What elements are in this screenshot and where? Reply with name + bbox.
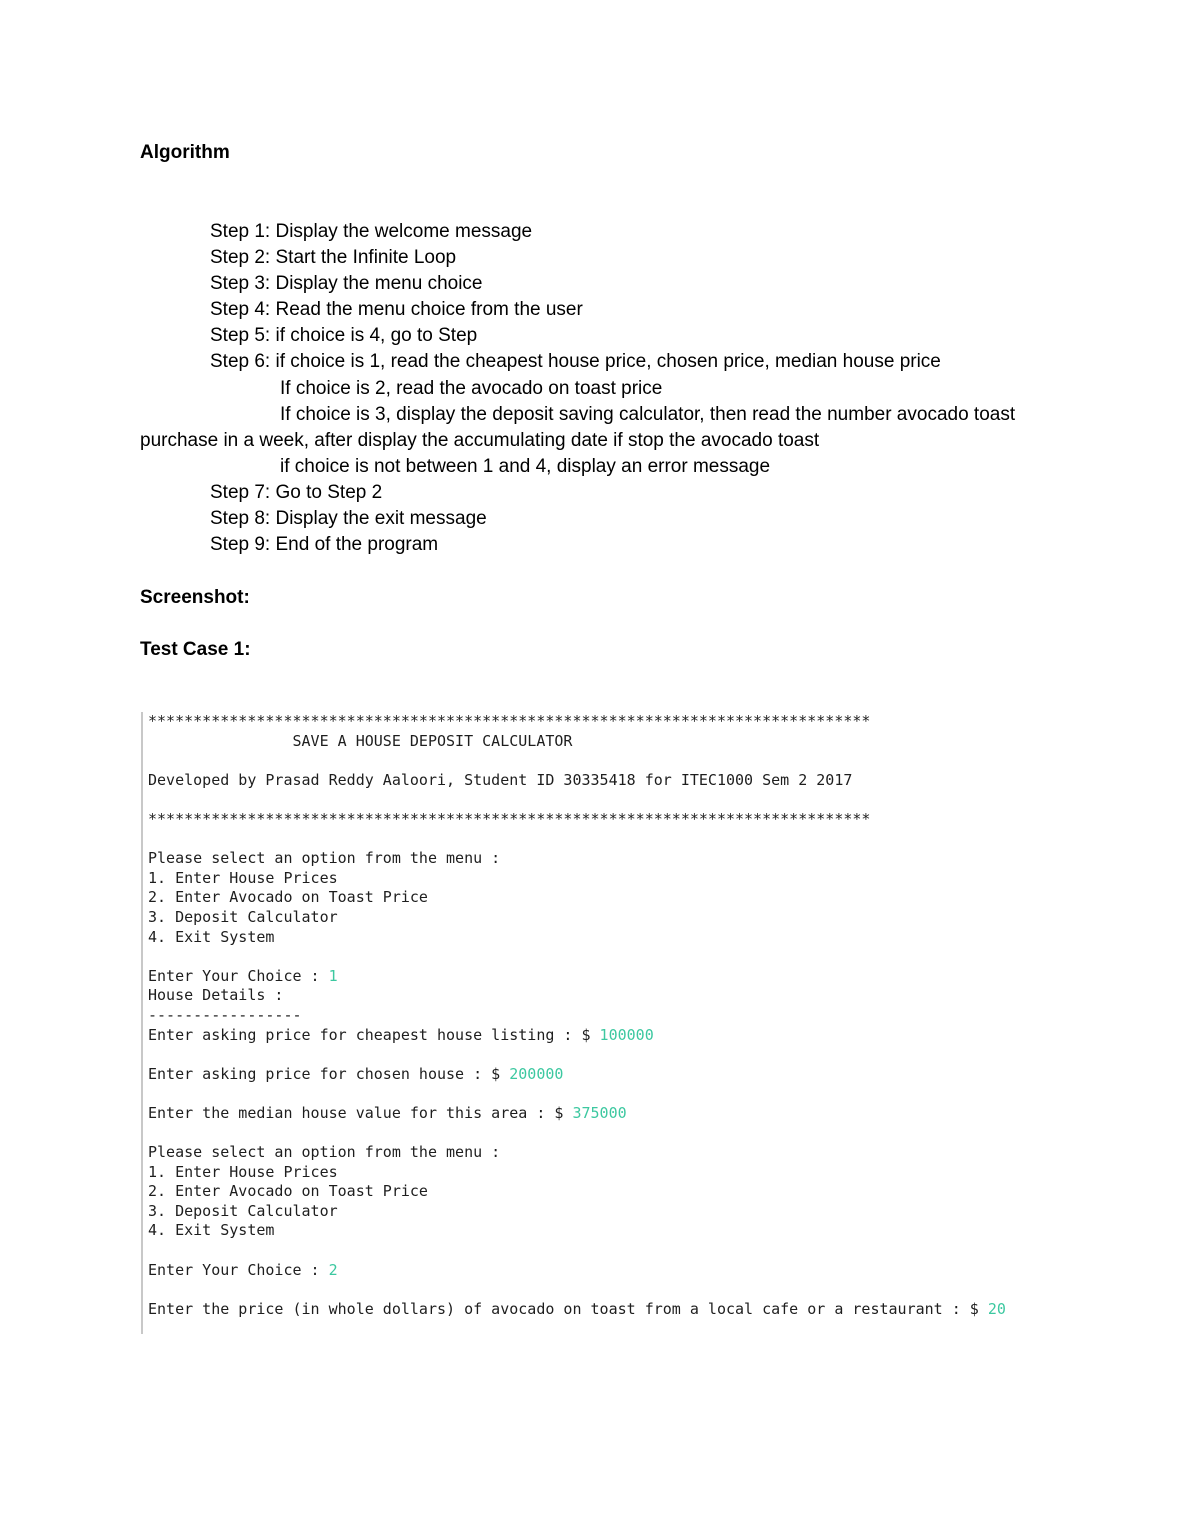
dashes-divider: -----------------: [148, 1005, 302, 1024]
menu-option-1: 1. Enter House Prices: [148, 868, 338, 887]
blank-line: [148, 1045, 1041, 1065]
menu-option-3: 3. Deposit Calculator: [148, 907, 338, 926]
screenshot-heading: Screenshot:: [140, 587, 250, 608]
stars-line-top: ********************************************************************************: [148, 712, 871, 730]
menu-option-2: 2. Enter Avocado on Toast Price: [148, 888, 428, 907]
step-5: Step 5: if choice is 4, go to Step: [210, 325, 478, 347]
menu-prompt: Please select an option from the menu :: [148, 849, 501, 868]
cheapest-price-input: 100000: [599, 1025, 654, 1044]
step-6-choice-3-continuation: purchase in a week, after display the accumulating date if stop the avocado toast: [140, 429, 820, 451]
choice-prompt: Enter Your Choice :: [148, 1260, 329, 1279]
median-price-line: [148, 1104, 1041, 1124]
choice-line-1: [148, 967, 1041, 987]
step-4: Step 4: Read the menu choice from the user: [210, 299, 583, 321]
menu-option-3: 3. Deposit Calculator: [148, 1201, 338, 1220]
step-3: Step 3: Display the menu choice: [210, 273, 483, 295]
testcase-heading: Test Case 1:: [140, 639, 251, 660]
house-details-label: House Details :: [148, 986, 284, 1005]
step-1: Step 1: Display the welcome message: [210, 221, 533, 242]
step-6: Step 6: if choice is 1, read the cheapest house price, chosen price, median house price: [210, 351, 941, 373]
chosen-price-input: 200000: [509, 1064, 564, 1083]
blank-line: [148, 947, 1041, 967]
developer-line: Developed by Prasad Reddy Aaloori, Student ID 30335418 for ITEC1000 Sem 2 2017: [148, 770, 853, 789]
choice-line-2: [148, 1261, 1041, 1281]
blank-line: [148, 751, 1041, 771]
choice-input-2: 2: [328, 1260, 338, 1279]
menu-option-1: 1. Enter House Prices: [148, 1162, 338, 1181]
step-6-choice-3: If choice is 3, display the deposit saving calculator, then read the number avocado toast: [280, 403, 1016, 425]
step-7: Step 7: Go to Step 2: [210, 481, 383, 503]
avocado-price-line: [148, 1300, 1041, 1320]
menu-option-2: 2. Enter Avocado on Toast Price: [148, 1182, 428, 1201]
cheapest-price-line: [148, 1026, 1041, 1046]
chosen-price-prompt: Enter asking price for chosen house : $: [148, 1064, 510, 1083]
avocado-price-prompt: Enter the price (in whole dollars) of avocado on toast from a local cafe or a restaurant : $: [148, 1299, 988, 1318]
step-9: Step 9: End of the program: [210, 534, 439, 556]
avocado-price-input: 20: [987, 1299, 1006, 1318]
menu-option-4: 4. Exit System: [148, 927, 275, 946]
blank-line: [148, 790, 1041, 810]
median-price-prompt: Enter the median house value for this area : $: [148, 1103, 573, 1122]
blank-line: [148, 1241, 1041, 1261]
step-2: Step 2: Start the Infinite Loop: [210, 247, 457, 269]
median-price-input: 375000: [572, 1103, 627, 1122]
algorithm-heading: Algorithm: [140, 142, 230, 163]
blank-line: [148, 1280, 1041, 1300]
step-8: Step 8: Display the exit message: [210, 508, 487, 530]
menu-option-4: 4. Exit System: [148, 1221, 275, 1240]
chosen-price-line: [148, 1065, 1041, 1085]
algorithm-steps: [140, 219, 1050, 558]
cheapest-price-prompt: Enter asking price for cheapest house listing : $: [148, 1025, 600, 1044]
blank-line: [148, 1084, 1041, 1104]
program-title: SAVE A HOUSE DEPOSIT CALCULATOR: [148, 731, 573, 750]
stars-line-bottom: ********************************************************************************: [148, 809, 871, 828]
step-6-choice-invalid: if choice is not between 1 and 4, display an error message: [280, 455, 771, 477]
step-6-choice-2: If choice is 2, read the avocado on toast price: [280, 377, 663, 399]
blank-line: [148, 1123, 1041, 1143]
console-screenshot: [141, 712, 1041, 1334]
menu-prompt: Please select an option from the menu :: [148, 1143, 501, 1162]
blank-line: [148, 830, 1041, 850]
choice-prompt: Enter Your Choice :: [148, 966, 329, 985]
choice-input-1: 1: [328, 966, 338, 985]
